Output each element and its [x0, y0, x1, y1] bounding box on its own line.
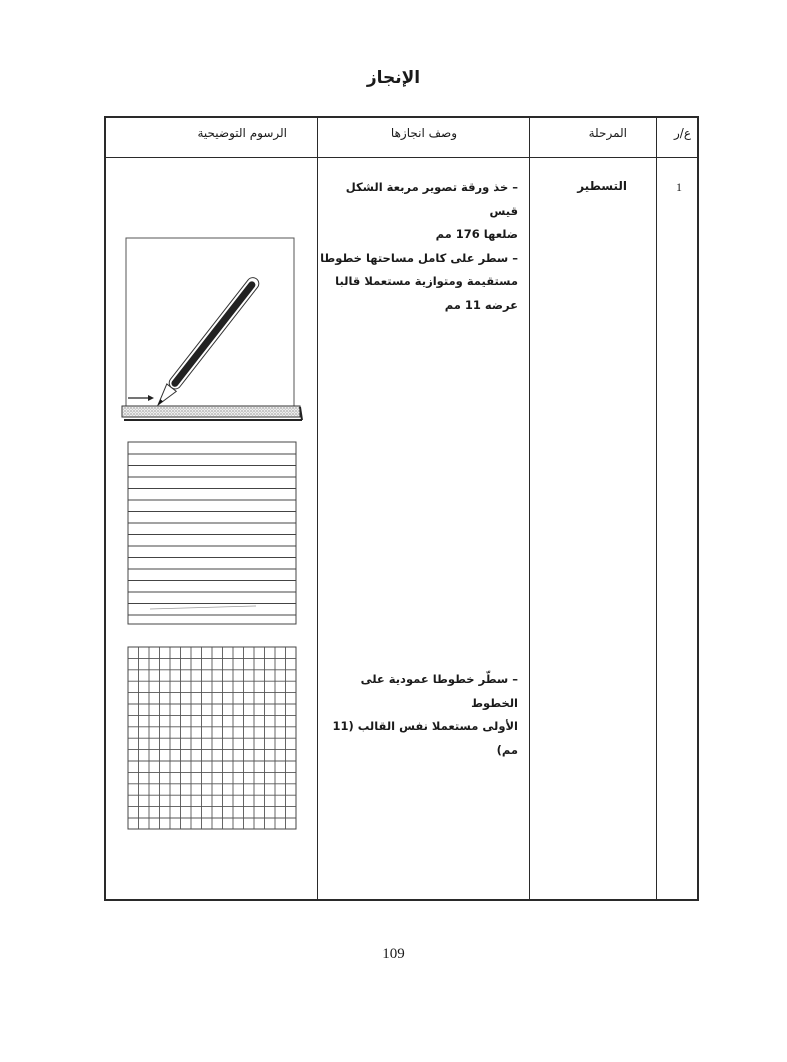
- column-divider: [656, 118, 657, 899]
- header-stage: المرحلة: [588, 126, 627, 140]
- description-block-1: [318, 176, 518, 317]
- header-index: ع/ر: [674, 126, 691, 140]
- row-index: 1: [676, 180, 682, 194]
- description-line: مستقيمة ومتوازية مستعملا قالبا: [335, 274, 518, 288]
- description-line: عرضه 11 مم: [444, 297, 518, 312]
- row-stage: التسطير: [577, 179, 627, 193]
- description-line: – خذ ورقة تصوير مربعة الشكل قيس: [345, 180, 518, 218]
- description-block-2: [318, 668, 518, 762]
- pencil-ruling-figure: [118, 236, 308, 426]
- header-illustrations: الرسوم التوضيحية: [197, 126, 287, 140]
- square-grid-figure: [126, 645, 300, 831]
- description-line: – سطّر خطوطا عمودية على الخطوط: [360, 672, 518, 710]
- description-line: – سطر على كامل مساحتها خطوطا: [320, 250, 518, 265]
- description-line: الأولى مستعملا نفس القالب (11 مم): [332, 719, 518, 757]
- horizontal-lines-figure: [126, 440, 300, 626]
- page-title: الإنجاز: [366, 68, 421, 88]
- header-description: وصف انجازها: [390, 126, 457, 140]
- header-divider: [106, 157, 697, 158]
- description-line: ضلعها 176 مم: [435, 227, 518, 241]
- column-divider: [529, 118, 530, 899]
- page-number: 109: [382, 946, 405, 962]
